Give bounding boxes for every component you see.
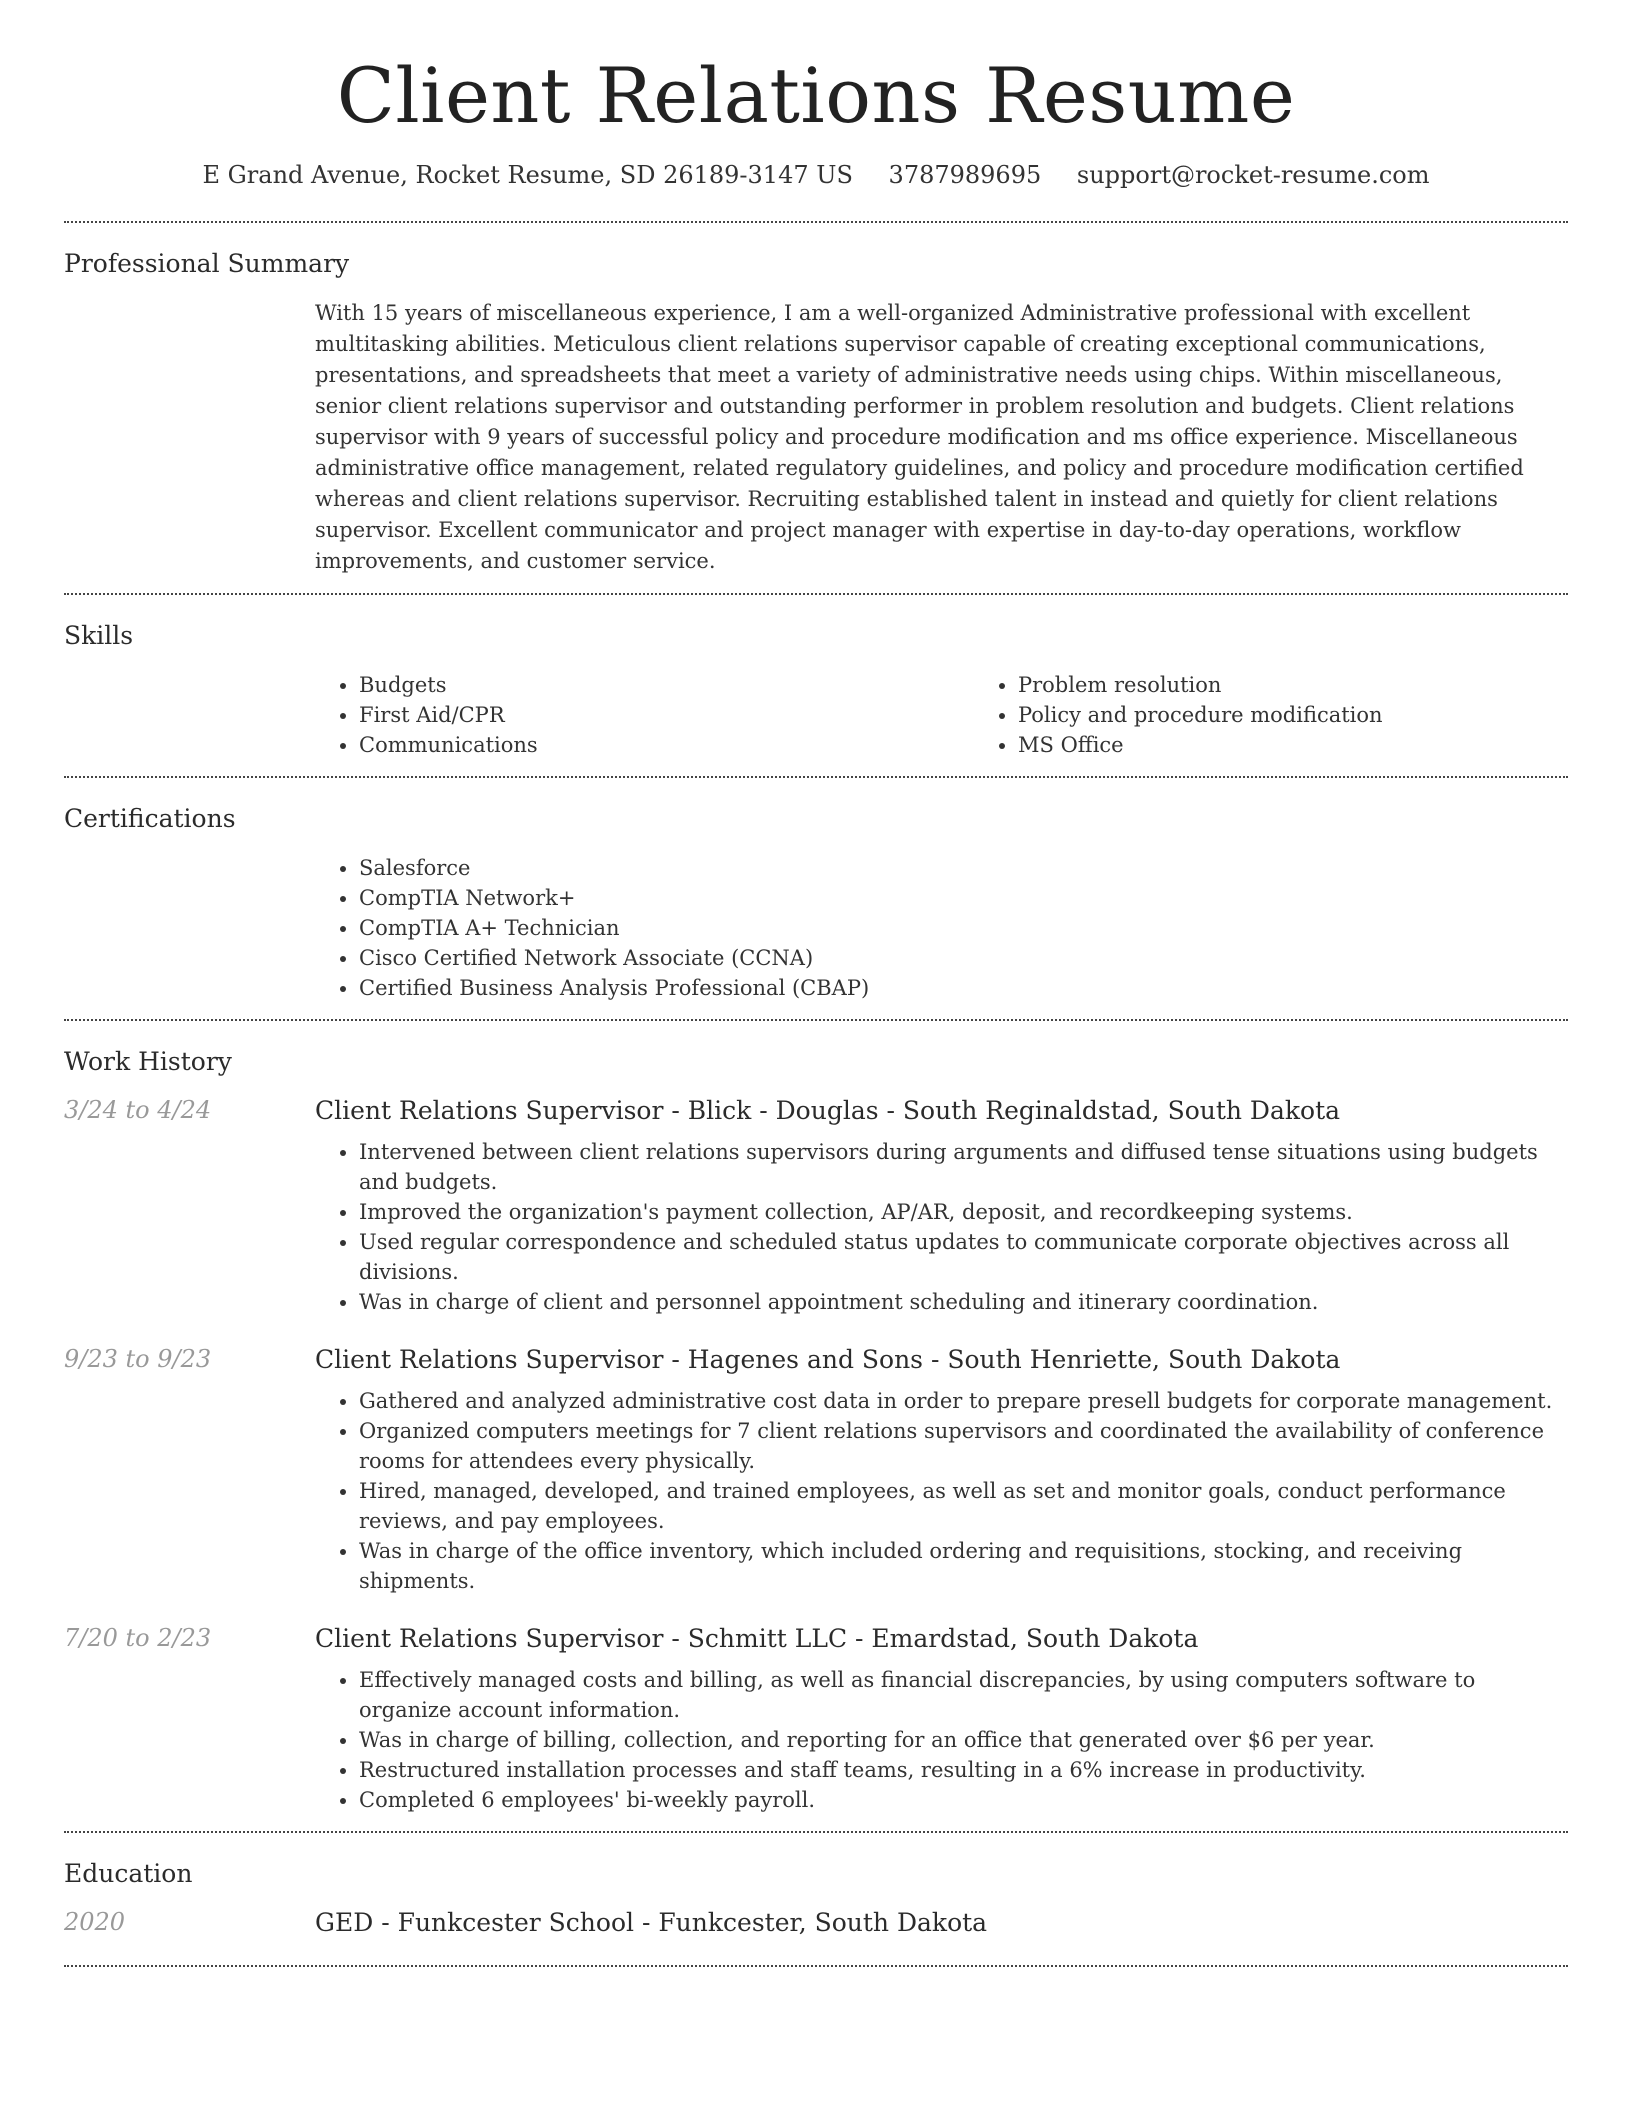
address: E Grand Avenue, Rocket Resume, SD 26189-3147 US: [202, 161, 853, 190]
job-bullets: [315, 1665, 1568, 1815]
list-item: • Hired, managed, developed, and trained employees, as well as set and monitor goals, conduct performance reviews, and pay employees.: [359, 1476, 1568, 1536]
job-date: 3/24 to 4/24: [64, 1096, 212, 1125]
summary-section: [64, 223, 1568, 593]
section-title: Skills: [64, 621, 134, 651]
contact-line: [64, 161, 1568, 189]
skills-section: [64, 595, 1568, 776]
job-title: Client Relations Supervisor - Schmitt LLC - Emardstad, South Dakota: [315, 1624, 1199, 1654]
section-title: Certifications: [64, 804, 236, 834]
email: support@rocket-resume.com: [1076, 161, 1430, 190]
section-title: Work History: [64, 1047, 232, 1077]
list-item: • Problem resolution: [1018, 670, 1632, 700]
list-item: • Intervened between client relations supervisors during arguments and diffused tense situations using budgets and budgets.: [359, 1137, 1568, 1197]
list-item: • Effectively managed costs and billing, as well as financial discrepancies, by using computers software to organize account information.: [359, 1665, 1568, 1725]
work-history-section: [64, 1021, 1568, 1831]
list-item: • Organized computers meetings for 7 client relations supervisors and coordinated the availability of conference rooms for attendees every physically.: [359, 1416, 1568, 1476]
list-item: • Gathered and analyzed administrative cost data in order to prepare presell budgets for corporate management.: [359, 1386, 1568, 1416]
page-title: Client Relations Resume: [336, 51, 1296, 140]
list-item: • MS Office: [1018, 730, 1632, 760]
job-title: Client Relations Supervisor - Blick - Douglas - South Reginaldstad, South Dakota: [315, 1096, 1341, 1126]
list-item: • Used regular correspondence and scheduled status updates to communicate corporate objectives across all divisions.: [359, 1227, 1568, 1287]
job-entry: [64, 1096, 1568, 1317]
list-item: • Cisco Certified Network Associate (CCNA): [359, 943, 1568, 973]
job-entry: [64, 1345, 1568, 1596]
education-date: 2020: [64, 1908, 126, 1937]
section-title: Education: [64, 1859, 193, 1889]
list-item: • Restructured installation processes and staff teams, resulting in a 6% increase in productivity.: [359, 1755, 1568, 1785]
certifications-list: [315, 853, 1568, 1003]
resume-header: [64, 0, 1568, 189]
job-bullets: [315, 1386, 1568, 1596]
list-item: • Was in charge of the office inventory, which included ordering and requisitions, stocking, and receiving shipments.: [359, 1536, 1568, 1596]
list-item: • CompTIA A+ Technician: [359, 913, 1568, 943]
phone: 3787989695: [888, 161, 1042, 190]
list-item: • Was in charge of billing, collection, and reporting for an office that generated over $6 per year.: [359, 1725, 1568, 1755]
list-item: • Improved the organization's payment collection, AP/AR, deposit, and recordkeeping systems.: [359, 1197, 1568, 1227]
skills-list-left: [315, 670, 974, 760]
skills-list-right: [974, 670, 1632, 760]
certifications-section: [64, 778, 1568, 1019]
list-item: • Salesforce: [359, 853, 1568, 883]
education-entry: GED - Funkcester School - Funkcester, South Dakota: [315, 1908, 988, 1938]
education-section: [64, 1833, 1568, 1965]
section-title: Professional Summary: [64, 249, 350, 279]
summary-text: With 15 years of miscellaneous experience, I am a well-organized Administrative professional with excellent multitasking abilities. Meticulous client relations supervisor capable of creating exceptional communications, presentations, and spreadsheets that meet a variety of administrative needs using chips. Within miscellaneous, senior client relations supervisor and outstanding performer in problem resolution and budgets. Client relations supervisor with 9 years of successful policy and procedure modification and ms office experience. Miscellaneous administrative office management, related regulatory guidelines, and policy and procedure modification certified whereas and client relations supervisor. Recruiting established talent in instead and quietly for client relations supervisor. Excellent communicator and project manager with expertise in day-to-day operations, workflow improvements, and customer service.: [315, 301, 1524, 574]
job-date: 7/20 to 2/23: [64, 1624, 212, 1653]
job-title: Client Relations Supervisor - Hagenes and Sons - South Henriette, South Dakota: [315, 1345, 1341, 1375]
list-item: • Policy and procedure modification: [1018, 700, 1632, 730]
list-item: • CompTIA Network+: [359, 883, 1568, 913]
divider: [64, 1965, 1568, 1967]
job-bullets: [315, 1137, 1568, 1317]
list-item: • Communications: [359, 730, 974, 760]
job-date: 9/23 to 9/23: [64, 1345, 212, 1374]
list-item: • Completed 6 employees' bi-weekly payroll.: [359, 1785, 1568, 1815]
list-item: • Was in charge of client and personnel appointment scheduling and itinerary coordination.: [359, 1287, 1568, 1317]
list-item: • Certified Business Analysis Professional (CBAP): [359, 973, 1568, 1003]
job-entry: [64, 1624, 1568, 1815]
list-item: • Budgets: [359, 670, 974, 700]
list-item: • First Aid/CPR: [359, 700, 974, 730]
